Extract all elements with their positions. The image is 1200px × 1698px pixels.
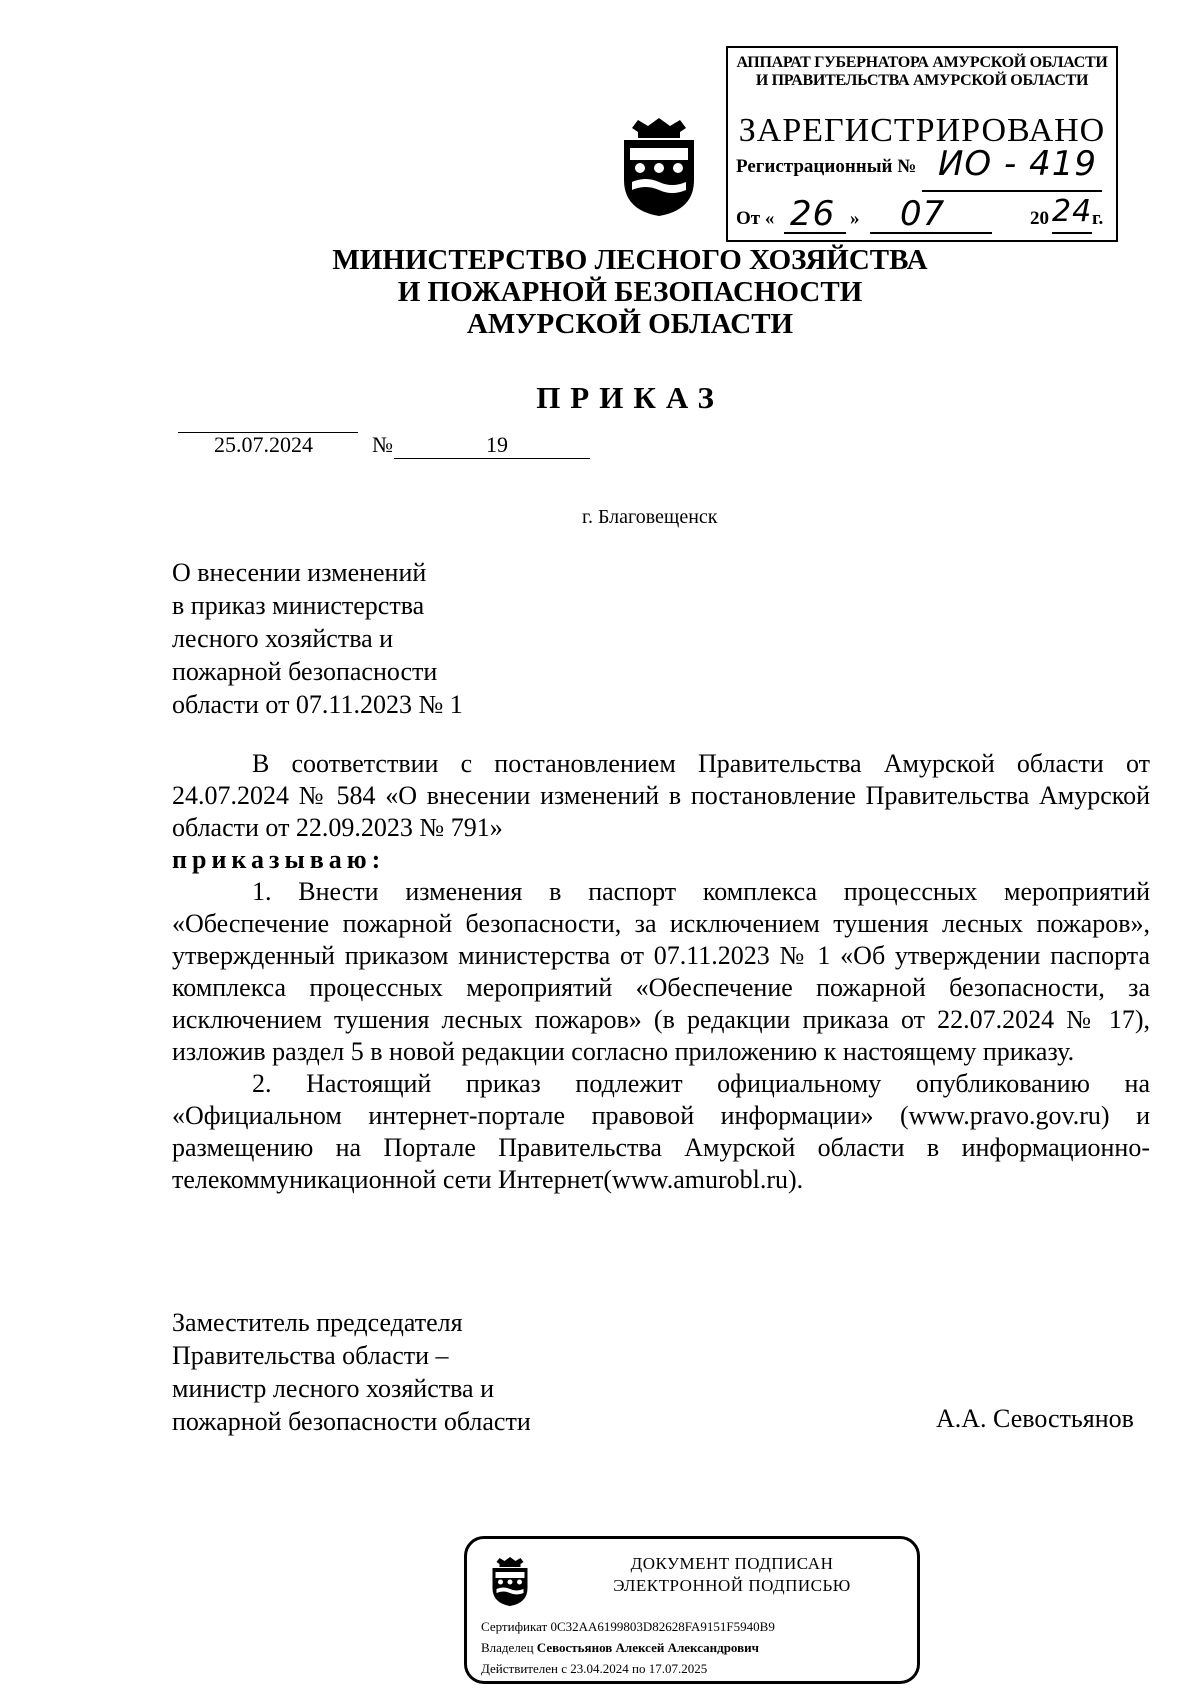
esignature-owner-row bbox=[481, 1640, 759, 1656]
registration-month: 07 bbox=[900, 194, 946, 234]
ministry-heading bbox=[300, 244, 960, 340]
subject-line1: О внесении изменений bbox=[172, 558, 427, 587]
signature-position-line1: Заместитель председателя bbox=[172, 1308, 463, 1337]
registration-number-value: ИО - 419 bbox=[938, 144, 1097, 184]
subject-line5: области от 07.11.2023 № 1 bbox=[172, 690, 463, 719]
order-title: ПРИКАЗ bbox=[536, 380, 724, 415]
esignature-owner: Севостьянов Алексей Александрович bbox=[536, 1640, 759, 1655]
esignature-certificate: 0C32AA6199803D82628FA9151F5940B9 bbox=[550, 1619, 775, 1634]
registration-number-label: Регистрационный № bbox=[736, 156, 917, 177]
registration-date-open: От « bbox=[736, 208, 775, 229]
registration-header bbox=[728, 54, 1116, 90]
body-order-word: приказываю: bbox=[172, 845, 386, 874]
esignature-owner-label: Владелец bbox=[481, 1640, 534, 1655]
esignature-title-line2: ЭЛЕКТРОННОЙ ПОДПИСЬЮ bbox=[613, 1576, 851, 1595]
registration-day: 26 bbox=[790, 194, 836, 234]
order-subject bbox=[172, 556, 672, 721]
signature-position-line4: пожарной безопасности области bbox=[172, 1407, 531, 1436]
signer-name: А.А. Севостьянов bbox=[936, 1404, 1134, 1433]
registration-year-end: г. bbox=[1092, 208, 1104, 229]
registration-stamp bbox=[726, 46, 1118, 242]
body-item-2: 2. Настоящий приказ подлежит официальному опубликованию на «Официальном интернет-портале правовой информации» (www.pravo.gov.ru) и размещению на Портале Правительства Амурской области в информационно-телекоммуникационной сети Интернет(www.amurobl.ru). bbox=[172, 1069, 1150, 1194]
ministry-line2: И ПОЖАРНОЙ БЕЗОПАСНОСТИ bbox=[397, 276, 863, 308]
ministry-line3: АМУРСКОЙ ОБЛАСТИ bbox=[466, 308, 794, 340]
esignature-valid-from: 23.04.2024 bbox=[570, 1661, 629, 1676]
esignature-valid-label: Действителен с bbox=[481, 1661, 567, 1676]
esignature-title bbox=[557, 1553, 907, 1597]
signature-position bbox=[172, 1306, 632, 1438]
esignature-valid-row bbox=[481, 1661, 707, 1677]
registration-date-row bbox=[736, 208, 774, 230]
subject-line4: пожарной безопасности bbox=[172, 657, 438, 686]
order-date: 25.07.2024 bbox=[214, 432, 313, 457]
registration-day-close: » bbox=[850, 208, 860, 229]
esignature-valid-to-label: по bbox=[632, 1661, 646, 1676]
registration-year-suffix: 24 bbox=[1052, 194, 1093, 229]
subject-line2: в приказ министерства bbox=[172, 591, 425, 620]
order-body bbox=[172, 748, 1150, 1196]
registration-year-underline bbox=[1052, 232, 1092, 234]
registration-header-line1: АППАРАТ ГУБЕРНАТОРА АМУРСКОЙ ОБЛАСТИ bbox=[736, 54, 1108, 71]
ministry-line1: МИНИСТЕРСТВО ЛЕСНОГО ХОЗЯЙСТВА bbox=[332, 244, 928, 276]
registration-year-prefix: 20 bbox=[1030, 208, 1049, 229]
body-item-1: 1. Внести изменения в паспорт комплекса процессных мероприятий «Обеспечение пожарной безопасности, за исключением тушения лесных пожаров», утвержденный приказом министерства от 07.11.2023 № 1 «Об утверждении паспорта комплекса процессных мероприятий «Обеспечение пожарной безопасности, за исключением тушения лесных пожаров» (в редакции приказа от 22.07.2024 № 17), изложив раздел 5 в новой редакции согласно приложению к настоящему приказу. bbox=[172, 877, 1150, 1066]
esignature-certificate-label: Сертификат bbox=[481, 1619, 548, 1634]
esignature-certificate-row bbox=[481, 1619, 775, 1635]
coat-of-arms-icon bbox=[489, 1557, 531, 1607]
body-preamble: В соответствии с постановлением Правительства Амурской области от 24.07.2024 № 584 «О внесении изменений в постановление Правительства Амурской области от 22.09.2023 № 791» bbox=[172, 749, 1150, 842]
order-number: 19 bbox=[486, 432, 508, 457]
registration-title: ЗАРЕГИСТРИРОВАНО bbox=[738, 112, 1106, 149]
esignature-title-line1: ДОКУМЕНТ ПОДПИСАН bbox=[630, 1554, 834, 1573]
order-number-label: № bbox=[372, 432, 393, 457]
registration-number-underline bbox=[922, 190, 1102, 192]
signature-position-line2: Правительства области – bbox=[172, 1341, 449, 1370]
esignature-valid-to: 17.07.2025 bbox=[648, 1661, 708, 1676]
signature-position-line3: министр лесного хозяйства и bbox=[172, 1374, 494, 1403]
registration-header-line2: И ПРАВИТЕЛЬСТВА АМУРСКОЙ ОБЛАСТИ bbox=[755, 72, 1089, 89]
order-city: г. Благовещенск bbox=[582, 506, 718, 528]
electronic-signature-stamp bbox=[464, 1536, 920, 1684]
subject-line3: лесного хозяйства и bbox=[172, 624, 394, 653]
registration-number-row bbox=[736, 156, 916, 178]
coat-of-arms-icon bbox=[618, 118, 700, 218]
